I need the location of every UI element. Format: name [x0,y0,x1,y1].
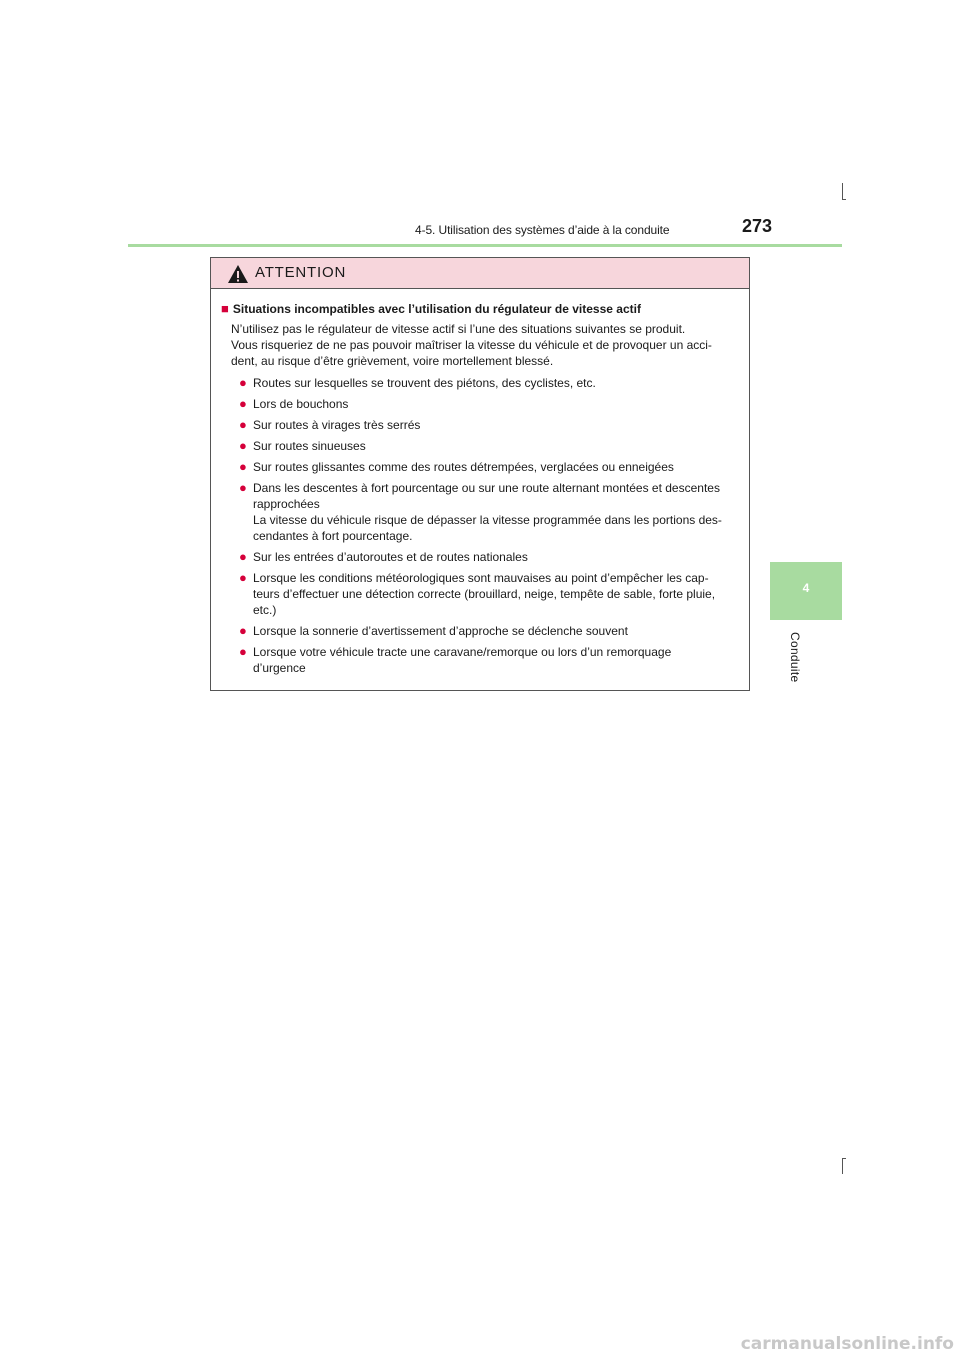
bullet-text [253,459,743,475]
intro-paragraph [231,321,743,369]
bullet-line: etc.) [253,603,277,617]
bullet-line: Lorsque la sonnerie d’avertissement d’approche se déclenche souvent [253,624,628,638]
bullet-dot-icon: ● [239,375,247,390]
attention-body [211,289,749,676]
bullet-dot-icon: ● [239,396,247,411]
intro-line: dent, au risque d’être grièvement, voire mortellement blessé. [231,354,554,368]
list-item [221,549,743,565]
bullet-dot-icon: ● [239,570,247,585]
bullet-dot-icon: ● [239,549,247,564]
list-item [221,623,743,639]
chapter-number: 4 [802,581,810,595]
bullet-text [253,417,743,433]
list-item [221,644,743,676]
bullet-line: Sur routes glissantes comme des routes détrempées, verglacées ou enneigées [253,460,674,474]
bullet-line: Routes sur lesquelles se trouvent des piétons, des cyclistes, etc. [253,376,596,390]
page-number: 273 [742,216,773,236]
bullet-line: Sur routes sinueuses [253,439,366,453]
bullet-list [221,375,743,676]
bullet-text [253,438,743,454]
bullet-dot-icon: ● [239,480,247,495]
bullet-line: La vitesse du véhicule risque de dépasser la vitesse programmée dans les portions des- [253,513,722,527]
crop-mark-top-tick [842,199,846,200]
list-item [221,459,743,475]
attention-box [210,257,750,691]
bullet-line: cendantes à fort pourcentage. [253,529,413,543]
bullet-dot-icon: ● [239,438,247,453]
bullet-line: Lorsque votre véhicule tracte une caravane/remorque ou lors d’un remorquage [253,645,672,659]
attention-header [211,258,749,289]
bullet-line: Sur les entrées d’autoroutes et de routes nationales [253,550,528,564]
bullet-dot-icon: ● [239,417,247,432]
bullet-text [253,644,743,676]
bullet-dot-icon: ● [239,459,247,474]
bullet-text [253,396,743,412]
list-item [221,396,743,412]
bullet-text [253,623,743,639]
section-title-text: Situations incompatibles avec l’utilisation du régulateur de vitesse actif [232,302,641,316]
intro-line: Vous risqueriez de ne pas pouvoir maîtriser la vitesse du véhicule et de provoquer un acci- [231,338,712,352]
list-item [221,480,743,544]
bullet-line: Sur routes à virages très serrés [253,418,421,432]
attention-title: ATTENTION [255,264,347,281]
square-bullet-icon: ■ [221,301,229,316]
bullet-line: d’urgence [253,661,306,675]
section-header: 4-5. Utilisation des systèmes d’aide à la conduite [415,223,670,237]
bullet-line: Lors de bouchons [253,397,349,411]
list-item [221,438,743,454]
warning-triangle-icon [227,264,249,284]
bullet-text [253,480,743,544]
chapter-label: Conduite [788,632,802,683]
bullet-line: Lorsque les conditions météorologiques sont mauvaises au point d’empêcher les cap- [253,571,709,585]
bullet-text [253,570,743,618]
crop-mark-bottom-tick [842,1158,846,1159]
list-item [221,570,743,618]
bullet-text [253,375,743,391]
header-divider [128,244,842,247]
chapter-tab [770,562,842,620]
watermark: carmanualsonline.info [740,1334,954,1354]
bullet-dot-icon: ● [239,623,247,638]
bullet-line: teurs d’effectuer une détection correcte (brouillard, neige, tempête de sable, forte pluie, [253,587,716,601]
list-item [221,375,743,391]
bullet-line: Dans les descentes à fort pourcentage ou sur une route alternant montées et descentes [253,481,720,495]
bullet-line: rapprochées [253,497,320,511]
intro-line: N’utilisez pas le régulateur de vitesse actif si l’une des situations suivantes se produit. [231,322,686,336]
bullet-text [253,549,743,565]
section-title [221,301,743,317]
list-item [221,417,743,433]
crop-mark-top [842,183,843,200]
crop-mark-bottom [842,1158,843,1174]
bullet-dot-icon: ● [239,644,247,659]
